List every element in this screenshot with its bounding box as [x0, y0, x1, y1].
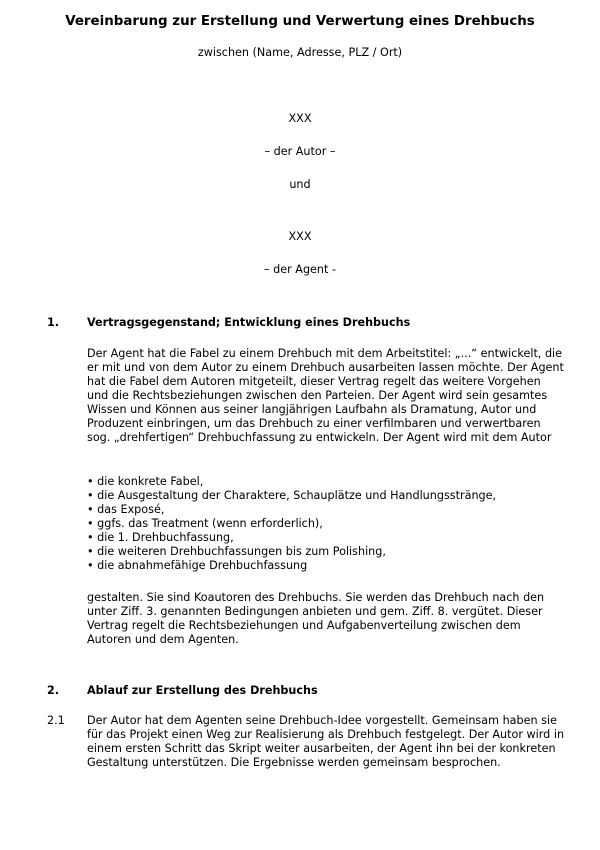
party1-role: – der Autor –	[264, 145, 336, 158]
list-item: • die 1. Drehbuchfassung,	[87, 531, 234, 544]
list-item: • die konkrete Fabel,	[87, 475, 204, 488]
section-2-heading: Ablauf zur Erstellung des Drehbuchs	[87, 684, 318, 697]
parties-between: zwischen (Name, Adresse, PLZ / Ort)	[197, 46, 403, 59]
subsection-2-1-number: 2.1	[47, 714, 65, 727]
section-1-number: 1.	[47, 316, 60, 329]
list-item: • die weiteren Drehbuchfassungen bis zum Polishing,	[87, 545, 386, 558]
section-2-number: 2.	[47, 684, 60, 697]
section-1-outro: gestalten. Sie sind Koautoren des Drehbuchs. Sie werden das Drehbuch nach den unter Ziff. 3. genannten Bedingungen anbieten und gem. Ziff. 8. vergütet. Dieser Vertrag regelt die Rechtsbeziehungen und Aufgabenverteilung zwischen dem Autoren und dem Agenten.	[87, 591, 545, 646]
section-1-intro: Der Agent hat die Fabel zu einem Drehbuch mit dem Arbeitstitel: „...“ entwickelt, die er mit und von dem Autor zu einem Drehbuch ausarbeiten lassen möchte. Der Agent hat die Fabel dem Autoren mitgeteilt, dieser Vertrag regelt das weitere Vorgehen und die Rechtsbeziehungen zwischen den Parteien. Der Agent wird sein gesamtes Wissen und Können aus seiner langjährigen Laufbahn als Dramatung, Autor und Produzent einbringen, um das Drehbuch zu einer verfilmbaren und verwertbaren sog. „drehfertigen“ Drehbuchfassung zu entwickeln. Der Agent wird mit dem Autor	[87, 347, 564, 444]
list-item: • die Ausgestaltung der Charaktere, Schauplätze und Handlungsstränge,	[87, 489, 497, 502]
document-title: Vereinbarung zur Erstellung und Verwertung eines Drehbuchs	[65, 14, 535, 29]
party2-name: XXX	[288, 230, 312, 243]
list-item: • ggfs. das Treatment (wenn erforderlich),	[87, 517, 323, 530]
party2-role: – der Agent -	[264, 263, 336, 276]
list-item: • das Exposé,	[87, 503, 165, 516]
party1-name: XXX	[288, 112, 312, 125]
list-item: • die abnahmefähige Drehbuchfassung	[87, 559, 308, 572]
subsection-2-1-text: Der Autor hat dem Agenten seine Drehbuch-Idee vorgestellt. Gemeinsam haben sie für das Projekt einen Weg zur Realisierung als Drehbuch festgelegt. Der Autor wird in einem ersten Schritt das Skript weiter ausarbeiten, der Agent ihn bei der konkreten Gestaltung unterstützen. Die Ergebnisse werden gemeinsam besprochen.	[87, 714, 565, 769]
section-1-bullet-list	[87, 475, 565, 573]
section-1-heading: Vertragsgegenstand; Entwicklung eines Drehbuchs	[87, 316, 411, 329]
and-conjunction: und	[289, 178, 311, 191]
